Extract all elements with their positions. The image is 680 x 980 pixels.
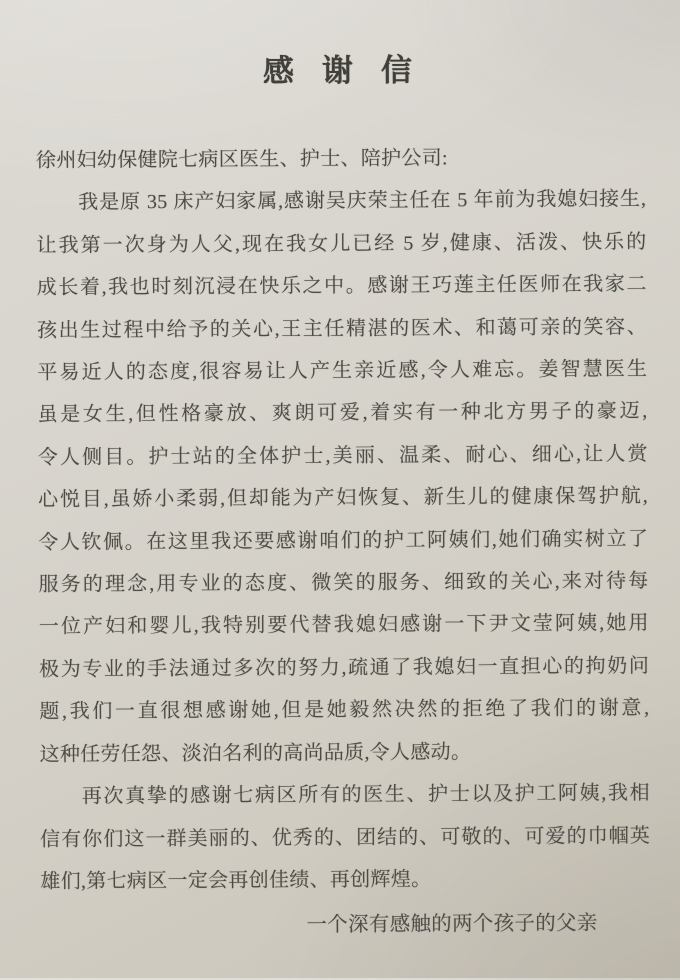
body-line: 题,我们一直很想感谢她,但是她毅然决然的拒绝了我们的谢意, (39, 697, 650, 724)
signature-line: 一个深有感触的两个孩子的父亲 (306, 912, 598, 937)
body-line: 雄们,第七病区一定会再创佳绩、再创辉煌。 (40, 868, 432, 893)
letter-body (0, 136, 680, 949)
body-line: 让我第一次身为人父,现在我女儿已经 5 岁,健康、活泼、快乐的 (36, 230, 647, 257)
body-line: 心悦目,虽娇小柔弱,但却能为产妇恢复、新生儿的健康保驾护航, (37, 485, 649, 512)
body-line: 令人侧目。护士站的全体护士,美丽、温柔、耐心、细心,让人赏 (37, 442, 648, 469)
body-line: 孩出生过程中给予的关心,王主任精湛的医术、和蔼可亲的笑容、 (36, 315, 648, 342)
body-line: 平易近人的态度,很容易让人产生亲近感,令人难忘。姜智慧医生 (37, 358, 648, 384)
body-line: 虽是女生,但性格豪放、爽朗可爱,着实有一种北方男子的豪迈, (37, 400, 648, 427)
salutation-line: 徐州妇幼保健院七病区医生、护士、陪护公司: (35, 147, 448, 172)
body-line: 一位产妇和婴儿,我特别要代替我媳妇感谢一下尹文莹阿姨,她用 (38, 612, 649, 639)
body-line: 成长着,我也时刻沉浸在快乐之中。感谢王巧莲主任医师在我家二 (36, 273, 647, 300)
body-line: 极为专业的手法通过多次的努力,疏通了我媳妇一直担心的拘奶问 (39, 654, 650, 681)
letter-title: 感谢信 (262, 52, 441, 89)
body-line: 令人钦佩。在这里我还要感谢咱们的护工阿姨们,她们确实树立了 (38, 527, 649, 554)
body-line: 再次真挚的感谢七病区所有的医生、护士以及护工阿姨,我相 (81, 782, 650, 808)
body-line: 信有你们这一群美丽的、优秀的、团结的、可敬的、可爱的巾帼英 (40, 824, 651, 851)
body-line: 我是原 35 床产妇家属,感谢吴庆荣主任在 5 年前为我媳妇接生, (78, 188, 647, 214)
body-line: 服务的理念,用专业的态度、微笑的服务、细致的关心,来对待每 (38, 570, 649, 596)
body-line: 这种任劳任怨、淡泊名利的高尚品质,令人感动。 (39, 740, 472, 766)
